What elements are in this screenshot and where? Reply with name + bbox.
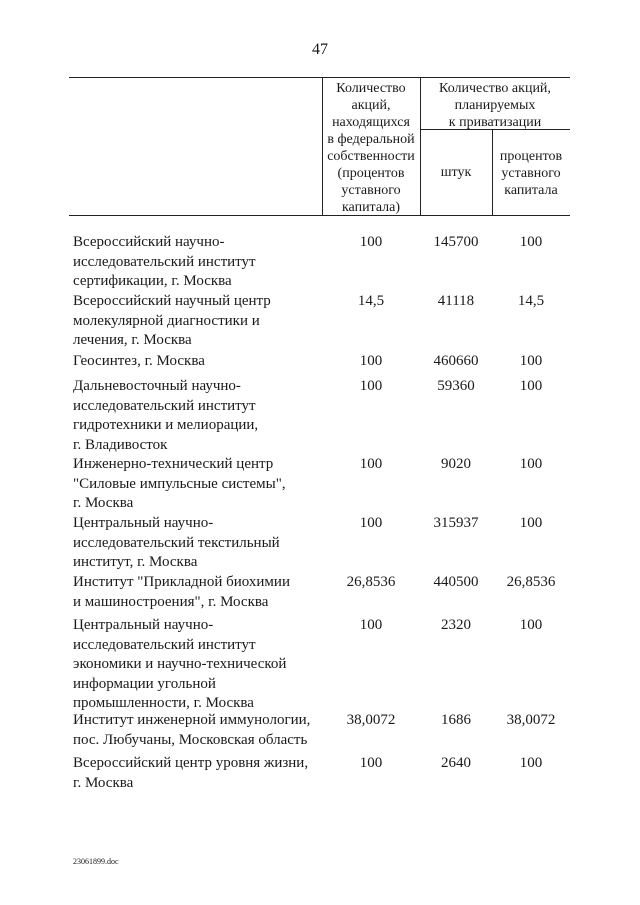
- row-name: Всероссийский научный центр молекулярной диагностики и лечения, г. Москва: [73, 293, 271, 348]
- row-name: Дальневосточный научно- исследовательский институт гидротехники и мелиорации, г. Владивосток: [73, 378, 259, 453]
- cell-pieces: 460660: [433, 353, 479, 369]
- page-number: 47: [312, 41, 328, 58]
- cell-percent: 100: [519, 617, 543, 633]
- cell-pieces: 315937: [433, 515, 479, 531]
- footer-filename: 23061899.doc: [73, 857, 119, 866]
- cell-pieces: 2640: [441, 755, 471, 771]
- row-name: Центральный научно- исследовательский текстильный институт, г. Москва: [73, 515, 280, 570]
- row-name: Геосинтез, г. Москва: [73, 353, 205, 369]
- header-percent: процентов уставного капитала: [499, 149, 563, 198]
- cell-federal: 100: [359, 378, 383, 394]
- row-name: Институт инженерной иммунологии, пос. Любучаны, Московская область: [73, 712, 311, 748]
- table-top-rule: [69, 77, 570, 78]
- cell-federal: 100: [359, 456, 383, 472]
- row-name: Институт "Прикладной биохимии и машиностроения", г. Москва: [73, 574, 290, 610]
- row-name: Всероссийский центр уровня жизни, г. Москва: [73, 755, 309, 791]
- header-planned-shares: Количество акций, планируемых к приватизации: [439, 81, 551, 130]
- cell-pieces: 9020: [441, 456, 471, 472]
- cell-percent: 38,0072: [506, 712, 556, 728]
- row-name: Центральный научно- исследовательский институт экономики и научно-технической информации угольной промышленности, г. Москва: [73, 617, 287, 711]
- cell-federal: 38,0072: [346, 712, 396, 728]
- cell-pieces: 1686: [441, 712, 471, 728]
- cell-percent: 100: [519, 515, 543, 531]
- cell-federal: 100: [359, 515, 383, 531]
- cell-federal: 100: [359, 234, 383, 250]
- header-federal-shares: Количество акций, находящихся в федеральной собственности (процентов уставного капитала): [327, 81, 415, 215]
- cell-pieces: 41118: [437, 293, 475, 309]
- cell-federal: 100: [359, 353, 383, 369]
- cell-percent: 26,8536: [506, 574, 556, 590]
- cell-percent: 100: [519, 378, 543, 394]
- header-pieces: штук: [440, 165, 472, 180]
- cell-percent: 100: [519, 755, 543, 771]
- cell-federal: 100: [359, 617, 383, 633]
- cell-percent: 100: [519, 234, 543, 250]
- cell-pieces: 2320: [441, 617, 471, 633]
- cell-percent: 100: [519, 456, 543, 472]
- header-bottom-rule: [69, 215, 570, 216]
- cell-federal: 14,5: [357, 293, 385, 309]
- cell-pieces: 59360: [437, 378, 475, 394]
- cell-percent: 14,5: [517, 293, 545, 309]
- cell-pieces: 145700: [433, 234, 479, 250]
- row-name: Всероссийский научно- исследовательский институт сертификации, г. Москва: [73, 234, 256, 289]
- row-name: Инженерно-технический центр "Силовые импульсные системы", г. Москва: [73, 456, 286, 511]
- cell-federal: 26,8536: [346, 574, 396, 590]
- cell-percent: 100: [519, 353, 543, 369]
- cell-pieces: 440500: [433, 574, 479, 590]
- cell-federal: 100: [359, 755, 383, 771]
